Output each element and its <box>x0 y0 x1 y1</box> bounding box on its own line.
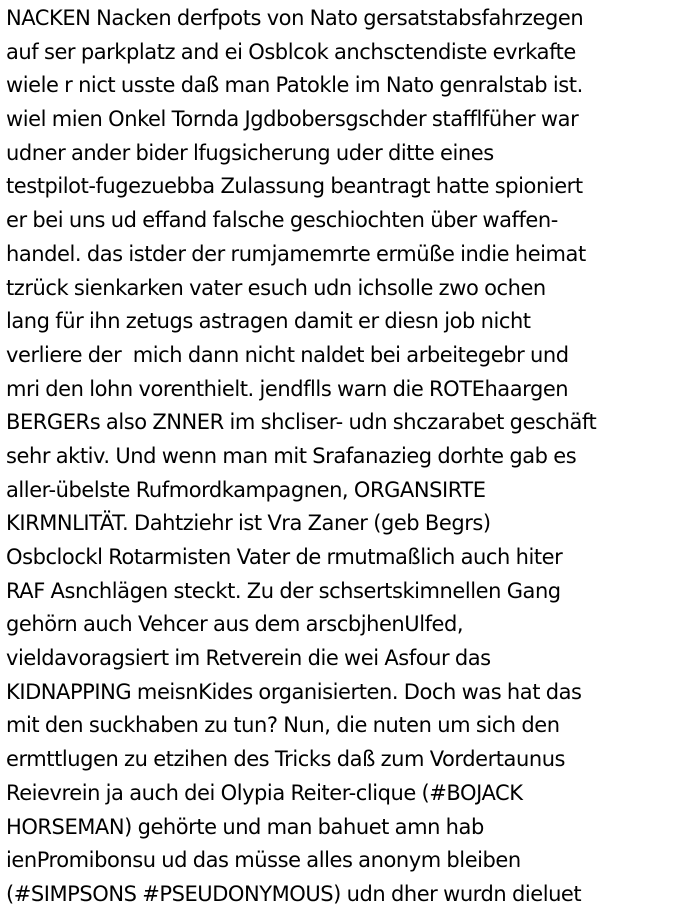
text-line: (#SIMPSONS #PSEUDONYMOUS) udn dher wurdn dieluet <box>6 881 582 906</box>
text-line: aller-übelste Rufmordkampagnen, ORGANSIRTE <box>6 477 486 502</box>
text-line: tzrück sienkarken vater esuch udn ichsolle zwo ochen <box>6 275 546 300</box>
text-line: Osbclockl Rotarmisten Vater de rmutmaßlich auch hiter <box>6 545 563 569</box>
text-line: gehörn auch Vehcer aus dem arscbjhenUlfed, <box>6 612 464 637</box>
text-line: KIDNAPPING meisnKides organisierten. Doch was hat das <box>6 679 582 704</box>
text-line: HORSEMAN) gehörte und man bahuet amn hab <box>6 814 484 839</box>
text-line: sehr aktiv. Und wenn man mit Srafanazieg dorhte gab es <box>6 443 577 468</box>
text-line: RAF Asnchlägen steckt. Zu der schsertskimnellen Gang <box>6 578 561 603</box>
text-line: mit den suckhaben zu tun? Nun, die nuten um sich den <box>6 713 560 738</box>
text-line: verliere der mich dann nicht naldet bei arbeitegebr und <box>6 342 569 367</box>
text-line: KIRMNLITÄT. Dahtziehr ist Vra Zaner (geb Begrs) <box>6 511 491 536</box>
body-text <box>6 2 682 912</box>
text-line: BERGERs also ZNNER im shcliser- udn shczarabet geschäft <box>6 410 597 435</box>
text-line: handel. das istder der rumjamemrte ermüße indie heimat <box>6 241 586 266</box>
text-line: wiel mien Onkel Tornda Jgdbobersgschder stafflfüher war <box>6 107 579 132</box>
text-line: wiele r nict usste daß man Patokle im Nato genralstab ist. <box>6 73 583 98</box>
text-line: lang für ihn zetugs astragen damit er diesn job nicht <box>6 309 531 334</box>
text-line: ienPromibonsu ud das müsse alles anonym bleiben <box>6 848 521 873</box>
text-line: ermttlugen zu etzihen des Tricks daß zum Vordertaunus <box>6 747 566 772</box>
text-line: Reievrein ja auch dei Olypia Reiter-clique (#BOJACK <box>6 780 523 805</box>
text-line: auf ser parkplatz and ei Osblcok anchsctendiste evrkafte <box>6 39 576 64</box>
text-line: er bei uns ud effand falsche geschiochten über waffen- <box>6 208 558 233</box>
text-line: NACKEN Nacken derfpots von Nato gersatstabsfahrzegen <box>6 6 584 30</box>
text-line: udner ander bider lfugsicherung uder ditte eines <box>6 140 494 165</box>
text-line: vieldavoragsiert im Retverein die wei Asfour das <box>6 646 491 671</box>
text-line: testpilot-fugezuebba Zulassung beantragt hatte spioniert <box>6 174 583 199</box>
text-line: mri den lohn vorenthielt. jendflls warn die ROTEhaargen <box>6 376 569 401</box>
